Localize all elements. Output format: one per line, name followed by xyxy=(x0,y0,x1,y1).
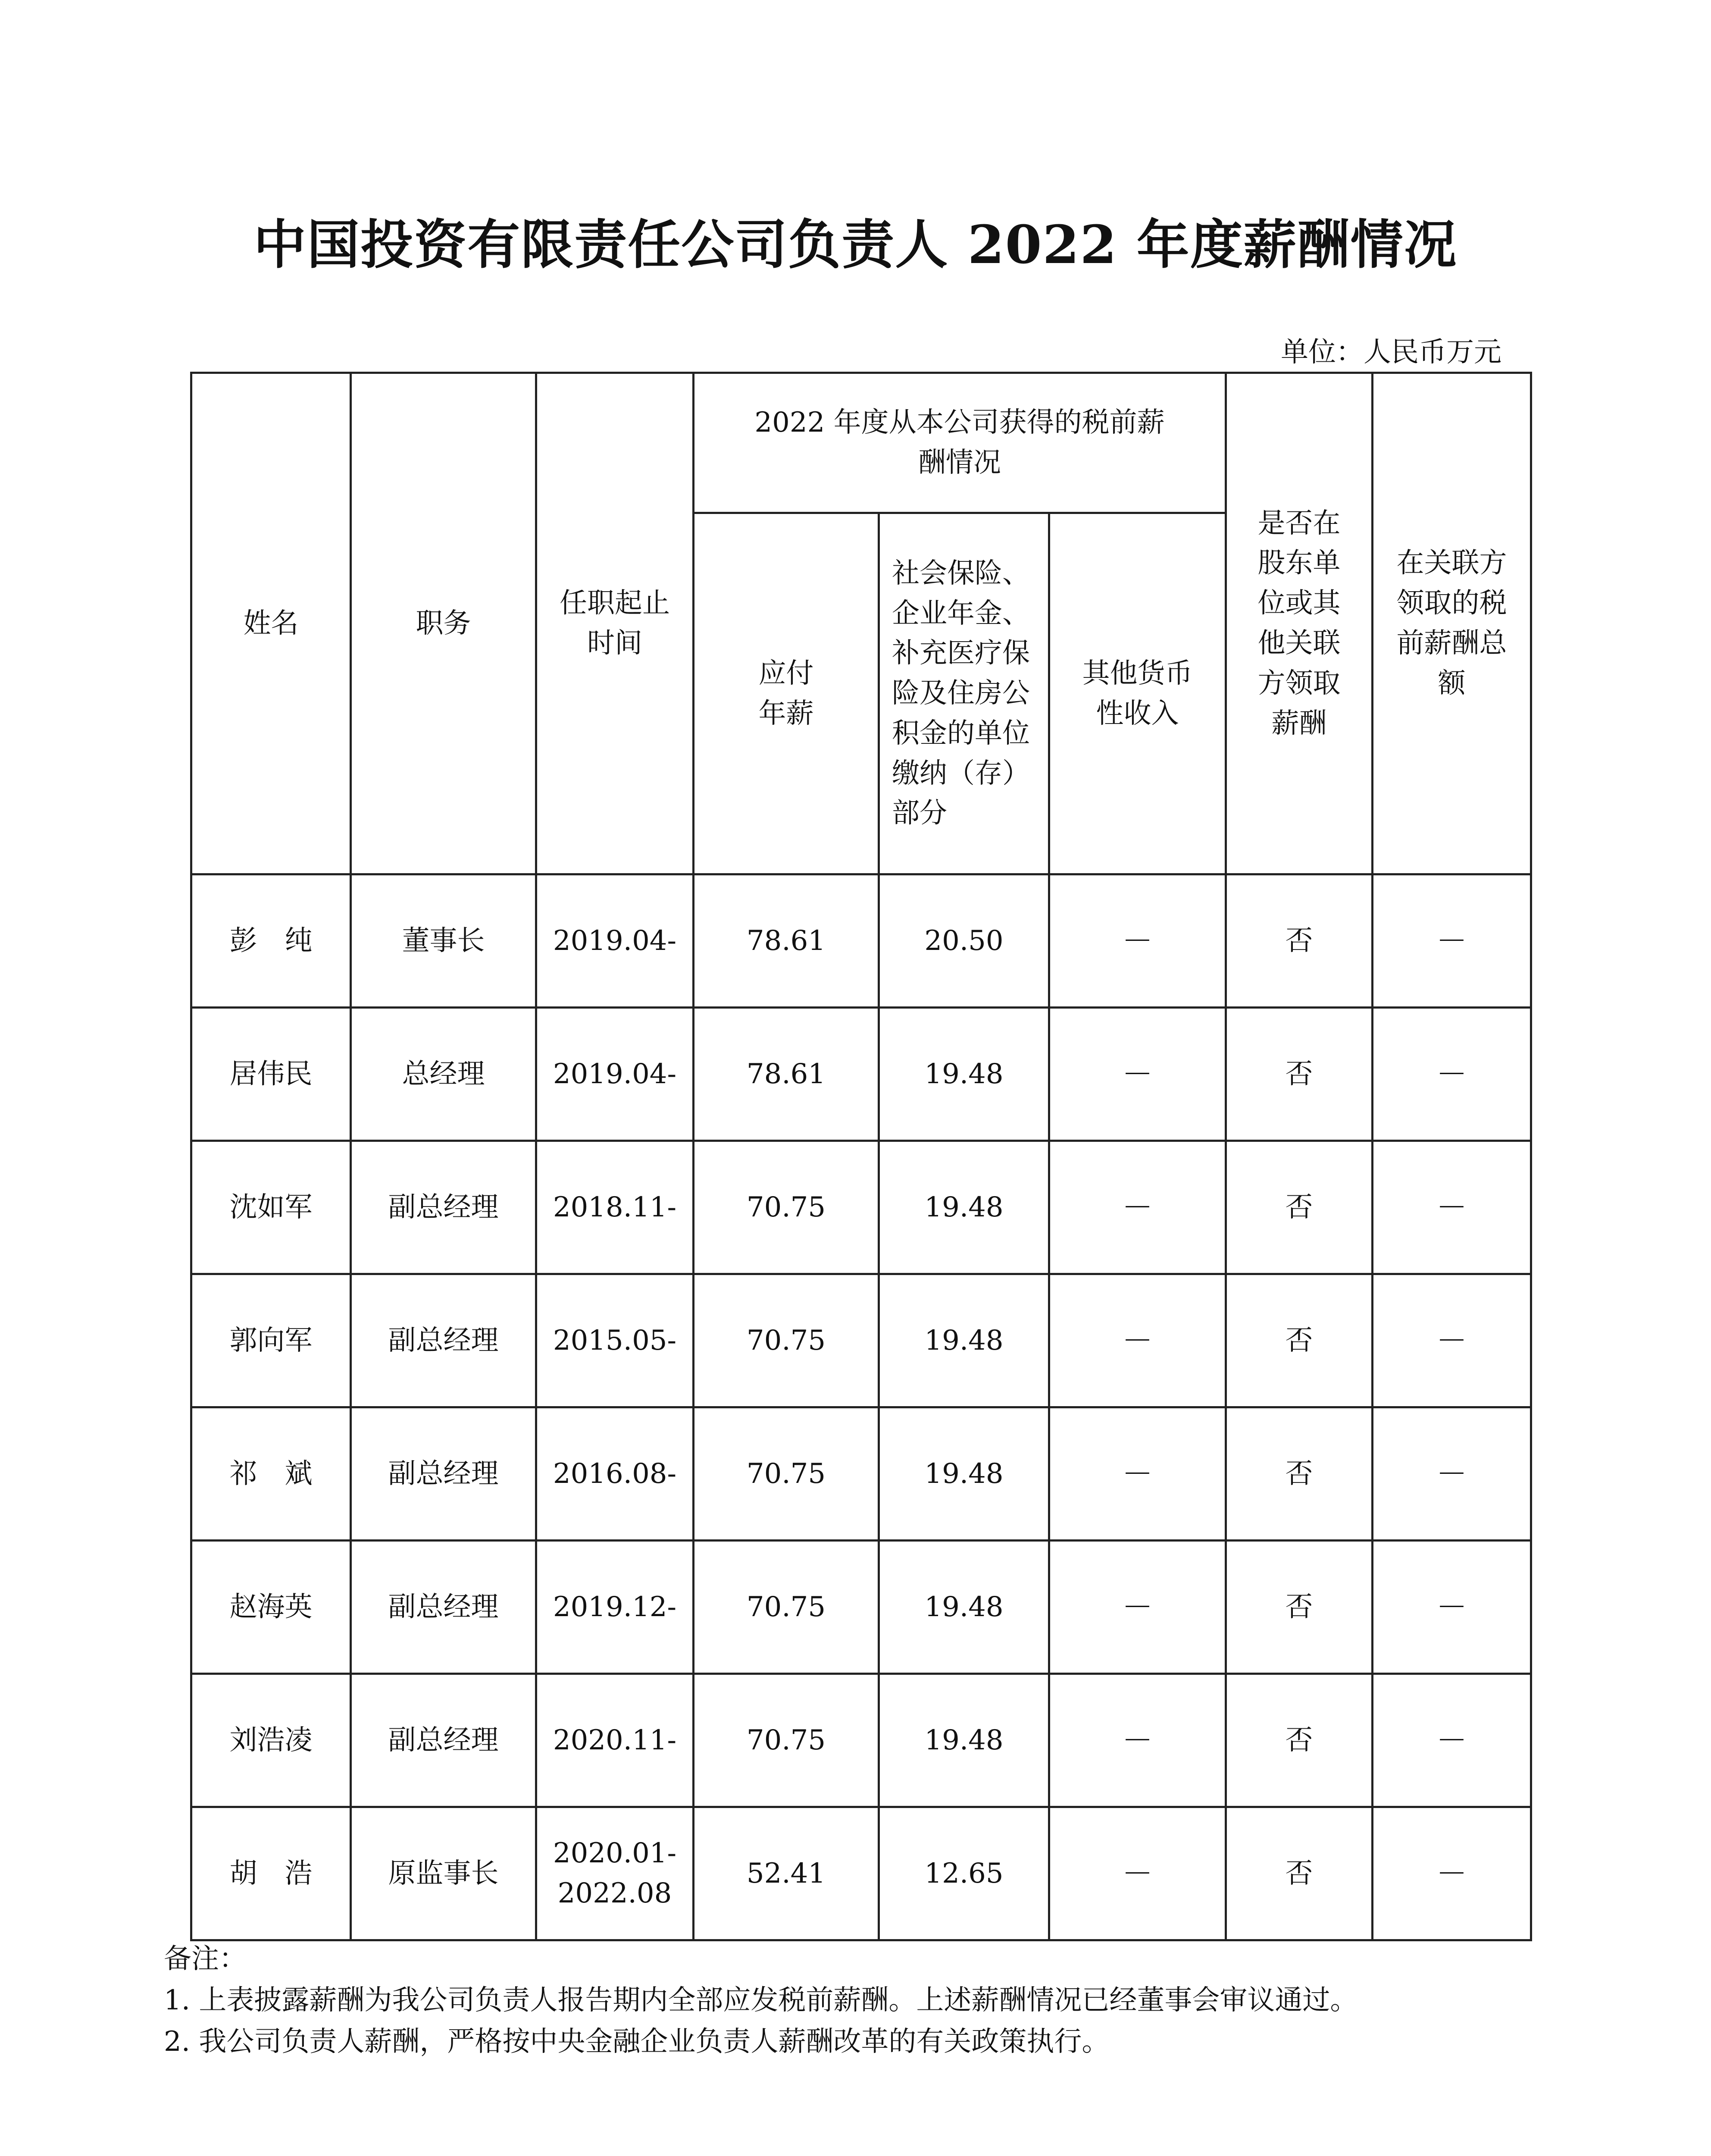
cell-shareholder: 否 xyxy=(1226,1274,1373,1407)
cell-salary: 70.75 xyxy=(694,1141,879,1274)
salary-table xyxy=(190,372,1532,1941)
cell-position: 董事长 xyxy=(351,874,536,1008)
cell-term: 2019.04- xyxy=(536,874,694,1008)
cell-other: － xyxy=(1049,1141,1226,1274)
table-row xyxy=(191,1008,1531,1141)
notes xyxy=(164,1938,1358,2062)
cell-term: 2019.04- xyxy=(536,1008,694,1141)
cell-other: － xyxy=(1049,1008,1226,1141)
cell-term: 2019.12- xyxy=(536,1541,694,1674)
table-row xyxy=(191,1541,1531,1674)
cell-shareholder: 否 xyxy=(1226,1141,1373,1274)
header-term-text: 任职起止时间 xyxy=(560,587,670,659)
header-other xyxy=(1049,513,1226,874)
header-group xyxy=(694,373,1226,513)
table-row xyxy=(191,1141,1531,1274)
header-other-text: 其他货币性收入 xyxy=(1082,657,1193,730)
header-shareholder-text: 是否在股东单位或其他关联方领取薪酬 xyxy=(1257,507,1341,740)
cell-related: － xyxy=(1373,1541,1531,1674)
cell-salary: 52.41 xyxy=(694,1807,879,1940)
header-shareholder xyxy=(1226,373,1373,874)
cell-shareholder: 否 xyxy=(1226,1674,1373,1807)
cell-social: 19.48 xyxy=(879,1141,1049,1274)
cell-salary: 70.75 xyxy=(694,1407,879,1541)
header-social xyxy=(879,513,1049,874)
header-related xyxy=(1373,373,1531,874)
cell-other: － xyxy=(1049,1807,1226,1940)
cell-shareholder: 否 xyxy=(1226,1407,1373,1541)
cell-name: 居伟民 xyxy=(191,1008,351,1141)
cell-social: 19.48 xyxy=(879,1541,1049,1674)
cell-related: － xyxy=(1373,874,1531,1008)
cell-related: － xyxy=(1373,1407,1531,1541)
table-row xyxy=(191,1674,1531,1807)
cell-salary: 70.75 xyxy=(694,1674,879,1807)
cell-related: － xyxy=(1373,1008,1531,1141)
cell-position: 副总经理 xyxy=(351,1141,536,1274)
cell-position: 副总经理 xyxy=(351,1674,536,1807)
cell-name: 刘浩凌 xyxy=(191,1674,351,1807)
cell-salary: 78.61 xyxy=(694,874,879,1008)
cell-name: 赵海英 xyxy=(191,1541,351,1674)
cell-other: － xyxy=(1049,1274,1226,1407)
cell-social: 19.48 xyxy=(879,1008,1049,1141)
header-group-text: 2022 年度从本公司获得的税前薪酬情况 xyxy=(754,407,1165,479)
cell-term: 2020.01- 2022.08 xyxy=(536,1807,694,1940)
table-row xyxy=(191,1807,1531,1940)
cell-social: 19.48 xyxy=(879,1274,1049,1407)
header-salary-text: 应付年薪 xyxy=(758,657,814,730)
header-name: 姓名 xyxy=(191,373,351,874)
cell-salary: 70.75 xyxy=(694,1274,879,1407)
header-related-text: 在关联方领取的税前薪酬总额 xyxy=(1396,547,1507,699)
cell-term: 2018.11- xyxy=(536,1141,694,1274)
cell-shareholder: 否 xyxy=(1226,1807,1373,1940)
cell-shareholder: 否 xyxy=(1226,1541,1373,1674)
cell-term: 2020.11- xyxy=(536,1674,694,1807)
page-title: 中国投资有限责任公司负责人 2022 年度薪酬情况 xyxy=(253,213,1458,276)
cell-related: － xyxy=(1373,1807,1531,1940)
cell-name: 祁 斌 xyxy=(191,1407,351,1541)
cell-related: － xyxy=(1373,1141,1531,1274)
note-item: 1. 上表披露薪酬为我公司负责人报告期内全部应发税前薪酬。上述薪酬情况已经董事会审议通过。 xyxy=(164,1984,1358,2016)
cell-social: 19.48 xyxy=(879,1407,1049,1541)
cell-name: 沈如军 xyxy=(191,1141,351,1274)
notes-heading: 备注： xyxy=(164,1943,247,1975)
cell-other: － xyxy=(1049,1674,1226,1807)
cell-shareholder: 否 xyxy=(1226,874,1373,1008)
cell-related: － xyxy=(1373,1274,1531,1407)
header-salary xyxy=(694,513,879,874)
cell-social: 12.65 xyxy=(879,1807,1049,1940)
table-row xyxy=(191,1407,1531,1541)
cell-name: 彭 纯 xyxy=(191,874,351,1008)
header-social-text: 社会保险、企业年金、补充医疗保险及住房公积金的单位缴纳（存）部分 xyxy=(892,557,1030,830)
cell-other: － xyxy=(1049,1541,1226,1674)
cell-shareholder: 否 xyxy=(1226,1008,1373,1141)
table-row xyxy=(191,1274,1531,1407)
note-item: 2. 我公司负责人薪酬，严格按中央金融企业负责人薪酬改革的有关政策执行。 xyxy=(164,2026,1110,2058)
cell-other: － xyxy=(1049,874,1226,1008)
cell-salary: 70.75 xyxy=(694,1541,879,1674)
header-term xyxy=(536,373,694,874)
unit-label: 单位：人民币万元 xyxy=(1281,336,1501,368)
cell-position: 副总经理 xyxy=(351,1541,536,1674)
cell-other: － xyxy=(1049,1407,1226,1541)
cell-related: － xyxy=(1373,1674,1531,1807)
cell-social: 19.48 xyxy=(879,1674,1049,1807)
cell-salary: 78.61 xyxy=(694,1008,879,1141)
cell-name: 胡 浩 xyxy=(191,1807,351,1940)
cell-position: 原监事长 xyxy=(351,1807,536,1940)
table-row xyxy=(191,874,1531,1008)
cell-term: 2016.08- xyxy=(536,1407,694,1541)
cell-social: 20.50 xyxy=(879,874,1049,1008)
header-position: 职务 xyxy=(351,373,536,874)
cell-term: 2015.05- xyxy=(536,1274,694,1407)
cell-position: 副总经理 xyxy=(351,1274,536,1407)
cell-position: 副总经理 xyxy=(351,1407,536,1541)
cell-name: 郭向军 xyxy=(191,1274,351,1407)
cell-position: 总经理 xyxy=(351,1008,536,1141)
